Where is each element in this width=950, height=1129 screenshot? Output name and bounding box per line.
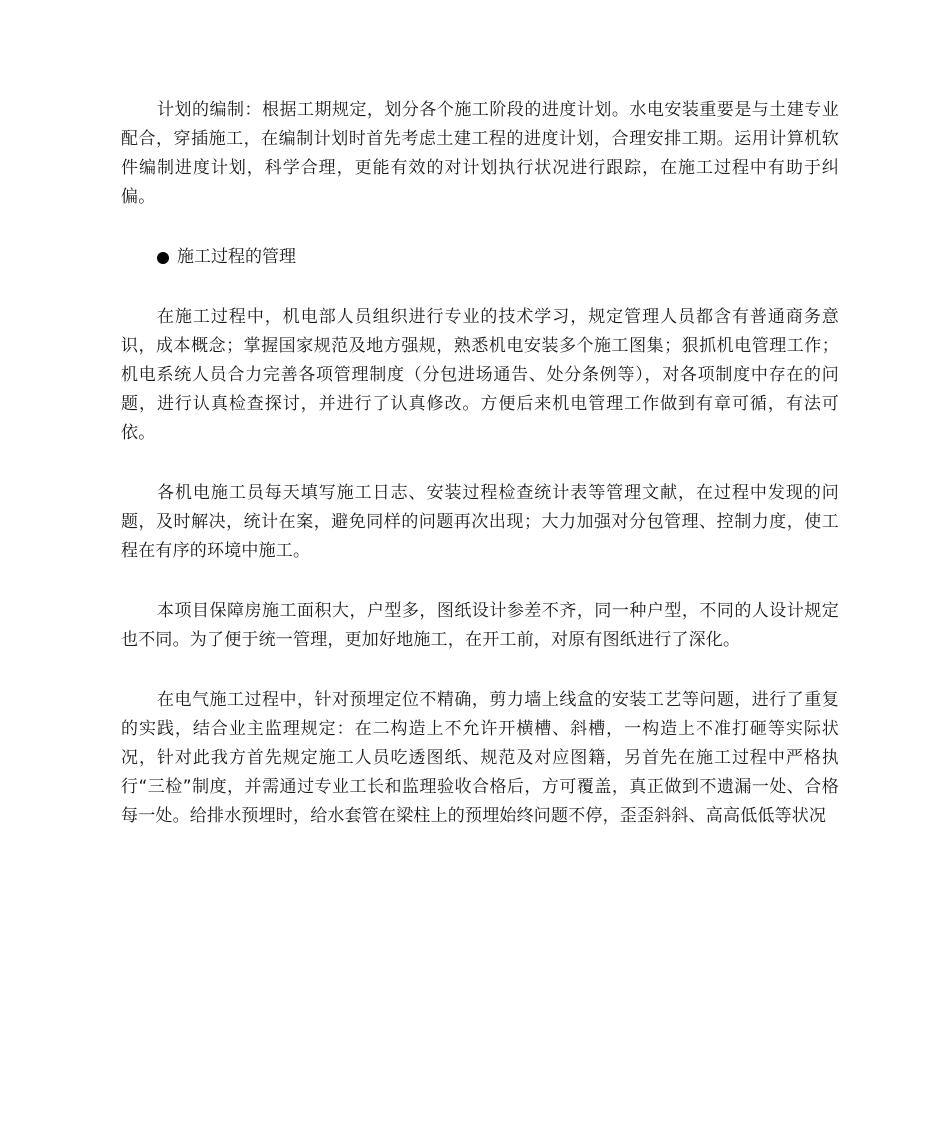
bullet-heading-label: 施工过程的管理 <box>177 247 296 267</box>
bullet-dot-icon <box>157 252 169 264</box>
document-page <box>121 96 839 862</box>
bullet-heading <box>121 243 839 272</box>
paragraph-electrical-embedding: 在电气施工过程中，针对预埋定位不精确，剪力墙上线盒的安装工艺等问题，进行了重复的实践，结合业主监理规定：在二构造上不允许开横槽、斜槽，一构造上不准打砸等实际状况，针对此我方首先规定施工人员吃透图纸、规范及对应图籍，另首先在施工过程中严格执行“三检”制度，并需通过专业工长和监理验收合格后，方可覆盖，真正做到不遗漏一处、合格每一处。给排水预埋时，给水套管在梁柱上的预埋始终问题不停，歪歪斜斜、高高低低等状况 <box>121 690 839 826</box>
paragraph-daily-log: 各机电施工员每天填写施工日志、安装过程检查统计表等管理文献，在过程中发现的问题，及时解决，统计在案，避免同样的问题再次出现；大力加强对分包管理、控制力度，使工程在有序的环境中施工。 <box>121 483 839 561</box>
paragraph-technical-study: 在施工过程中，机电部人员组织进行专业的技术学习，规定管理人员都含有普通商务意识，成本概念；掌握国家规范及地方强规，熟悉机电安装多个施工图集；狠抓机电管理工作；机电系统人员合力完善各项管理制度（分包进场通告、处分条例等），对各项制度中存在的问题，进行认真检查探讨，并进行了认真修改。方便后来机电管理工作做到有章可循，有法可依。 <box>121 307 839 443</box>
paragraph-drawing-deepening: 本项目保障房施工面积大，户型多，图纸设计参差不齐，同一种户型，不同的人设计规定也不同。为了便于统一管理，更加好地施工，在开工前，对原有图纸进行了深化。 <box>121 601 839 650</box>
paragraph-schedule-planning: 计划的编制：根据工期规定，划分各个施工阶段的进度计划。水电安装重要是与土建专业配合，穿插施工，在编制计划时首先考虑土建工程的进度计划，合理安排工期。运用计算机软件编制进度计划，科学合理，更能有效的对计划执行状况进行跟踪，在施工过程中有助于纠偏。 <box>121 100 839 207</box>
